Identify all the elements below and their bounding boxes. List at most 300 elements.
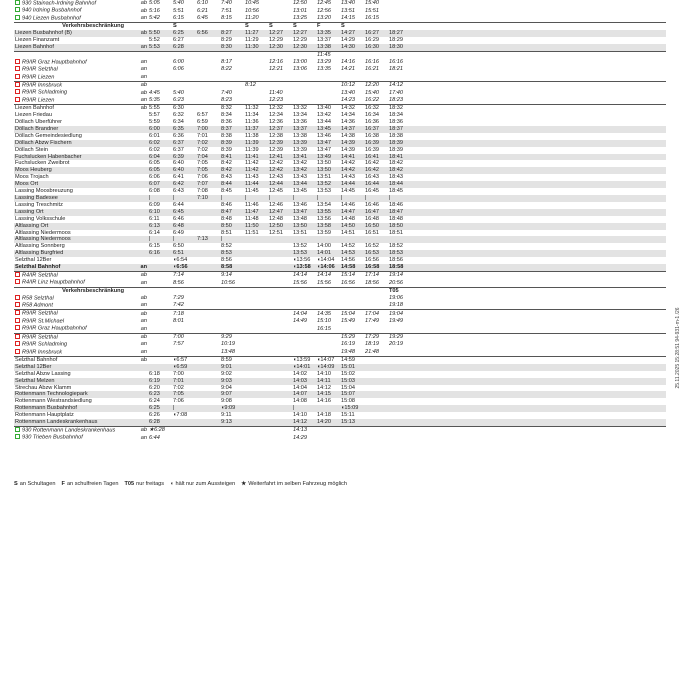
station-cell	[14, 341, 128, 348]
train-connection-icon	[15, 89, 20, 94]
time-cell: 16:45	[365, 188, 379, 195]
station-cell	[14, 236, 128, 243]
time-cell	[148, 364, 172, 371]
station-cell	[14, 364, 128, 371]
time-cell: |	[220, 195, 244, 202]
time-cell	[412, 37, 666, 44]
time-cell: 6:14	[149, 229, 160, 236]
time-cell: 14:42	[340, 167, 364, 174]
time-cell	[172, 349, 196, 357]
time-cell	[244, 426, 268, 434]
time-cell: 16:36	[365, 119, 379, 125]
time-cell: 14:47	[340, 209, 364, 216]
time-cell: 5:53	[148, 44, 172, 51]
station-name: Lassing Ort	[15, 208, 44, 215]
time-cell: 13:06	[293, 66, 307, 73]
time-cell	[412, 167, 666, 174]
time-cell: 9:07	[220, 391, 244, 398]
station-cell	[14, 310, 128, 318]
time-cell: S	[172, 23, 196, 30]
time-cell	[172, 426, 196, 434]
time-cell	[244, 398, 268, 405]
time-cell	[364, 295, 388, 302]
station-name: Verkehrsbeschränkung	[62, 23, 124, 30]
time-cell	[172, 434, 196, 441]
time-cell: 6:09	[149, 201, 160, 208]
time-cell: 6:00	[148, 126, 172, 133]
time-cell: 13:48	[221, 348, 235, 355]
time-cell	[196, 341, 220, 348]
bus-connection-icon	[15, 0, 20, 5]
time-cell: 8:30	[220, 44, 244, 51]
arrival-departure-marker: ab	[128, 30, 148, 37]
time-cell: 5:16	[149, 7, 160, 14]
time-cell	[340, 74, 364, 82]
time-cell	[340, 325, 364, 333]
time-cell: |	[268, 195, 292, 202]
time-cell	[316, 236, 340, 243]
time-cell	[244, 302, 268, 310]
time-cell: 14:56	[341, 257, 355, 264]
time-cell: 12:47	[268, 209, 292, 216]
station-cell	[14, 181, 128, 188]
time-cell: 18:30	[388, 44, 412, 51]
time-cell	[412, 216, 666, 223]
time-cell	[316, 287, 340, 294]
arrival-departure-marker	[128, 160, 148, 167]
time-cell	[244, 279, 268, 287]
timetable-row	[14, 391, 666, 398]
timetable-row	[14, 257, 666, 264]
station-cell	[14, 349, 128, 357]
time-cell	[196, 434, 220, 441]
time-cell	[268, 279, 292, 287]
station-name: Döllach Abzw Fischern	[15, 139, 72, 146]
train-connection-icon	[15, 66, 20, 71]
time-cell: 7:51	[221, 7, 232, 14]
time-cell	[268, 74, 292, 82]
time-cell	[268, 434, 292, 441]
time-cell	[412, 333, 666, 341]
time-cell	[316, 333, 340, 341]
station-name: 930 Rottenmann Landeskrankenhaus	[22, 427, 116, 434]
time-cell	[244, 51, 268, 58]
time-cell	[292, 81, 316, 89]
time-cell	[196, 398, 220, 405]
time-cell	[292, 341, 316, 348]
station-cell	[14, 167, 128, 174]
time-cell: 16:29	[365, 37, 379, 44]
time-cell	[196, 66, 220, 73]
time-cell	[196, 216, 220, 223]
time-cell: 19:06	[389, 294, 403, 301]
time-cell	[412, 202, 666, 209]
time-cell	[196, 257, 220, 264]
station-cell	[14, 264, 128, 271]
time-cell: 14:04	[292, 310, 316, 318]
station-name: Selzthal Bahnhof	[15, 356, 58, 363]
time-cell: 6:01	[149, 132, 160, 139]
time-cell: 7:05	[196, 167, 220, 174]
time-cell: 11:38	[245, 132, 259, 139]
station-cell	[14, 356, 128, 363]
time-cell	[268, 257, 292, 264]
time-cell: 13:38	[293, 132, 307, 139]
train-connection-icon	[15, 97, 20, 102]
time-cell: 13:00	[293, 59, 307, 65]
time-cell: 9:02	[221, 370, 232, 377]
time-cell	[412, 7, 666, 14]
time-cell: 13:53	[292, 250, 316, 257]
time-cell: 5:40	[173, 89, 184, 96]
arrival-departure-marker: an	[140, 348, 147, 355]
station-cell	[14, 126, 128, 133]
time-cell: ★6:28	[148, 426, 172, 434]
time-cell: 14:32	[340, 105, 364, 112]
legend-item	[124, 481, 164, 487]
time-cell: 18:53	[388, 250, 412, 257]
timetable-row	[14, 105, 666, 112]
time-cell: 15:07	[340, 391, 364, 398]
time-cell	[412, 426, 666, 434]
time-cell: 18:45	[389, 188, 403, 195]
legend-text: an schulfreien Tagen	[66, 481, 119, 487]
time-cell: 5:51	[173, 7, 184, 14]
time-cell: 8:53	[220, 250, 244, 257]
time-cell: 11:39	[245, 146, 259, 153]
time-cell: 6:40	[173, 160, 184, 167]
time-cell: 6:10	[197, 0, 208, 7]
station-cell	[14, 154, 128, 161]
time-cell	[196, 287, 220, 294]
time-cell: 6:27	[173, 37, 184, 44]
station-name: Selzthal Melzen	[15, 377, 55, 384]
time-cell	[148, 59, 172, 66]
time-cell: 7:14	[172, 271, 196, 279]
time-cell	[268, 7, 292, 14]
time-cell: 16:56	[365, 257, 379, 264]
time-cell: 13:37	[317, 37, 331, 44]
time-cell: 6:15	[149, 243, 160, 250]
time-cell	[412, 188, 666, 195]
time-cell: 14:20	[316, 419, 340, 426]
time-cell: |	[220, 236, 244, 243]
arrival-departure-marker: ab	[128, 333, 148, 341]
time-cell	[388, 391, 412, 398]
time-cell: 15:13	[340, 419, 364, 426]
timetable-row	[14, 154, 666, 161]
station-name: Liezen Finanzamt	[15, 37, 60, 44]
timetable-row	[14, 7, 666, 14]
time-cell	[388, 371, 412, 378]
time-cell: 11:30	[244, 44, 268, 51]
time-cell: 13:32	[292, 105, 316, 112]
time-cell	[196, 302, 220, 310]
time-cell: 11:20	[245, 15, 259, 22]
time-cell: 8:58	[220, 264, 244, 271]
time-cell	[412, 15, 666, 23]
time-cell: 11:48	[245, 215, 259, 222]
time-cell	[364, 364, 388, 371]
time-cell: 9:29	[220, 333, 244, 341]
time-cell	[412, 378, 666, 385]
time-cell	[364, 371, 388, 378]
time-cell	[244, 74, 268, 82]
time-cell	[268, 385, 292, 392]
time-cell: 6:05	[149, 160, 160, 167]
timetable-row	[14, 112, 666, 119]
time-cell	[340, 236, 364, 243]
time-cell: 11:42	[245, 160, 259, 167]
time-cell: 6:37	[172, 140, 196, 147]
time-cell	[388, 405, 412, 412]
time-cell: 16:15	[317, 325, 331, 332]
time-cell	[268, 51, 292, 58]
time-cell	[220, 23, 244, 30]
time-cell	[388, 426, 412, 434]
station-name: Liezen Bahnhof	[15, 105, 54, 112]
time-cell	[268, 0, 292, 7]
time-cell: 13:46	[317, 132, 331, 139]
train-connection-icon	[15, 349, 20, 354]
time-cell: 12:42	[269, 160, 283, 167]
time-cell: 18:29	[389, 37, 403, 44]
station-name: R9/IR St.Michael	[22, 318, 64, 325]
timetable-row	[14, 126, 666, 133]
time-cell: 13:52	[316, 181, 340, 188]
time-cell: 12:39	[268, 140, 292, 147]
time-cell	[364, 236, 388, 243]
time-cell: 6:37	[173, 146, 184, 153]
station-cell	[14, 44, 128, 51]
time-cell: 6:39	[172, 154, 196, 161]
time-cell: 13:38	[316, 44, 340, 51]
time-cell: 11:50	[244, 223, 268, 230]
time-cell	[412, 419, 666, 426]
time-cell: 14:35	[316, 310, 340, 318]
time-cell: 18:46	[389, 201, 403, 208]
arrival-departure-marker	[128, 147, 148, 154]
time-cell: 7:01	[172, 378, 196, 385]
time-cell: 11:46	[245, 201, 259, 208]
time-cell: 11:51	[245, 229, 259, 236]
time-cell: 15:40	[365, 0, 379, 7]
time-cell: 7:10	[196, 195, 220, 202]
time-cell	[148, 333, 172, 341]
time-cell: 9:08	[221, 398, 232, 405]
time-cell	[412, 341, 666, 348]
time-cell	[244, 412, 268, 419]
time-cell: 5:52	[149, 37, 160, 44]
time-cell: ◖6:54	[173, 257, 188, 264]
time-cell	[268, 15, 292, 23]
time-cell: 7:08	[197, 188, 208, 195]
time-cell: 8:34	[221, 112, 232, 119]
time-cell: 6:50	[173, 243, 184, 250]
time-cell: 8:42	[220, 167, 244, 174]
time-cell	[292, 236, 316, 243]
time-cell: 8:27	[220, 30, 244, 37]
timetable-row	[14, 230, 666, 237]
time-cell: 5:57	[149, 112, 160, 119]
station-cell	[14, 257, 128, 264]
station-name: Fuchslucken Zweibrot	[15, 160, 70, 167]
time-cell	[244, 271, 268, 279]
time-cell: 13:56	[317, 215, 331, 222]
time-cell: 8:44	[220, 181, 244, 188]
time-cell	[364, 23, 388, 30]
timetable-row	[14, 236, 666, 243]
time-cell: 16:58	[364, 264, 388, 271]
time-cell	[244, 419, 268, 426]
station-name: R9/IR Liezen	[22, 74, 55, 81]
timetable-row	[14, 181, 666, 188]
time-cell: 14:49	[293, 318, 307, 325]
time-cell: 14:16	[341, 59, 355, 65]
station-name: Altlassing Niedermoos	[15, 229, 71, 236]
time-cell: 18:41	[388, 154, 412, 161]
timetable-row	[14, 74, 666, 82]
time-cell: 14:02	[293, 370, 307, 377]
time-cell: 11:37	[244, 126, 268, 133]
arrival-departure-marker: an	[128, 264, 148, 271]
station-cell	[14, 174, 128, 181]
time-cell: F	[316, 23, 340, 30]
time-cell: 13:39	[293, 146, 307, 153]
time-cell	[292, 295, 316, 302]
time-cell: 16:21	[365, 66, 379, 73]
time-cell: 13:44	[292, 181, 316, 188]
station-cell	[14, 250, 128, 257]
timetable-row	[14, 341, 666, 348]
arrival-departure-marker	[128, 51, 148, 58]
time-cell: ◖13:59	[292, 356, 316, 363]
time-cell: 6:44	[149, 434, 160, 441]
station-cell	[14, 434, 128, 441]
time-cell	[412, 23, 666, 30]
time-cell: 7:42	[173, 302, 184, 309]
time-cell: 8:52	[221, 243, 232, 250]
station-name: R58 Selzthal	[22, 295, 54, 302]
timetable-row	[14, 174, 666, 181]
time-cell: 14:59	[340, 356, 364, 363]
time-cell	[268, 391, 292, 398]
time-cell	[244, 250, 268, 257]
time-cell: 13:59	[317, 229, 331, 236]
timetable-row	[14, 81, 666, 89]
time-cell	[220, 325, 244, 333]
time-cell	[292, 51, 316, 58]
time-cell: |	[172, 236, 196, 243]
time-cell	[412, 112, 666, 119]
time-cell: 6:49	[173, 229, 184, 236]
time-cell: 18:34	[389, 112, 403, 119]
arrival-departure-marker: ab	[128, 310, 148, 318]
time-cell: 14:27	[340, 30, 364, 37]
time-cell: 6:42	[172, 181, 196, 188]
time-cell	[412, 44, 666, 51]
station-cell	[14, 325, 128, 333]
arrival-departure-marker	[128, 195, 148, 202]
timetable-row	[14, 51, 666, 58]
station-cell	[14, 209, 128, 216]
time-cell	[268, 398, 292, 405]
train-connection-icon	[15, 82, 20, 87]
station-cell	[14, 302, 128, 310]
time-cell	[412, 318, 666, 325]
time-cell: 8:42	[221, 160, 232, 167]
time-cell: 14:50	[340, 223, 364, 230]
station-cell	[14, 112, 128, 119]
time-cell	[412, 405, 666, 412]
time-cell	[148, 271, 172, 279]
arrival-departure-marker	[128, 371, 148, 378]
time-cell: 14:12	[317, 384, 331, 391]
time-cell	[268, 318, 292, 325]
time-cell: ◖15:09	[340, 405, 364, 412]
time-cell: 8:50	[220, 223, 244, 230]
time-cell	[148, 310, 172, 318]
time-cell	[364, 378, 388, 385]
timetable-row	[14, 378, 666, 385]
arrival-departure-marker: ab	[140, 89, 147, 96]
time-cell	[196, 426, 220, 434]
time-cell	[412, 371, 666, 378]
time-cell: 6:45	[172, 209, 196, 216]
timetable-row	[14, 160, 666, 167]
arrival-departure-marker	[128, 364, 148, 371]
time-cell: 16:16	[389, 59, 403, 65]
time-cell	[412, 105, 666, 112]
timetable-row	[14, 167, 666, 174]
time-cell: 11:41	[244, 154, 268, 161]
station-name: 940 Liezen Busbahnhof	[22, 15, 81, 22]
arrival-departure-marker	[128, 112, 148, 119]
time-cell: 15:40	[365, 89, 379, 96]
time-cell: |	[364, 195, 388, 202]
time-cell: 6:34	[173, 119, 184, 125]
station-name: Lassing Volksschule	[15, 215, 66, 222]
time-cell	[316, 434, 340, 441]
time-cell: 13:34	[293, 112, 307, 119]
time-cell	[220, 81, 244, 89]
arrival-departure-marker: an	[140, 73, 147, 80]
train-connection-icon	[15, 310, 20, 315]
time-cell	[196, 105, 220, 112]
time-cell: 18:39	[388, 140, 412, 147]
timetable	[14, 0, 666, 442]
train-connection-icon	[15, 279, 20, 284]
station-name: Rottenmann Landeskrankenhaus	[15, 419, 98, 426]
document-id	[673, 270, 683, 430]
time-cell: 13:47	[317, 146, 331, 153]
time-cell	[388, 412, 412, 419]
time-cell: 18:19	[365, 341, 379, 348]
arrival-departure-marker	[128, 154, 148, 161]
legend-item	[170, 481, 235, 487]
timetable-row	[14, 15, 666, 23]
time-cell: 5:55	[148, 105, 172, 112]
time-cell: 8:51	[221, 229, 232, 236]
time-cell: 13:01	[293, 7, 307, 14]
time-cell: 18:36	[389, 119, 403, 125]
time-cell: 8:41	[220, 154, 244, 161]
time-cell: 14:10	[293, 412, 307, 419]
arrival-departure-marker	[128, 243, 148, 250]
time-cell	[196, 264, 220, 271]
time-cell: 14:30	[340, 44, 364, 51]
timetable-row	[14, 371, 666, 378]
